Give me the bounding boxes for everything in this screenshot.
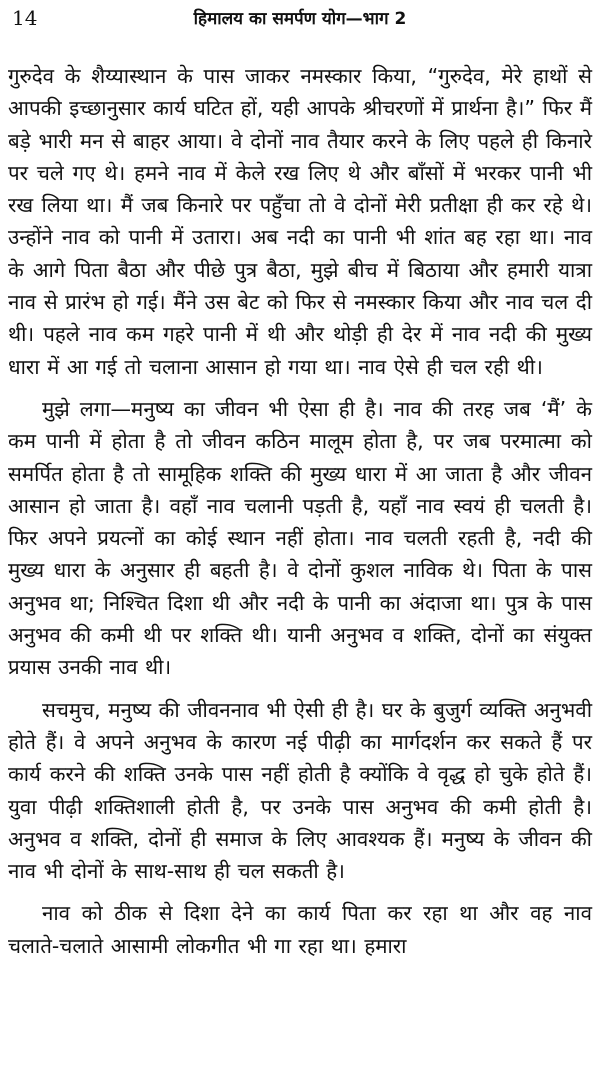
paragraph-4: नाव को ठीक से दिशा देने का कार्य पिता कर रहा था और वह नाव चलाते-चलाते आसामी लोकगीत भी गा रहा था। हमारा xyxy=(8,901,592,958)
page-number: 14 xyxy=(12,6,38,30)
body-text xyxy=(8,60,592,962)
page-header xyxy=(0,0,600,40)
paragraph-3: सचमुच, मनुष्य की जीवननाव भी ऐसी ही है। घर के बुजुर्ग व्यक्ति अनुभवी होते हैं। वे अपने अनुभव के कारण नई पीढ़ी का मार्गदर्शन कर सकते हैं पर कार्य करने की शक्ति उनके पास नहीं होती है क्योंकि वे वृद्ध हो चुके होते हैं। युवा पीढ़ी शक्तिशाली होती है, पर उनके पास अनुभव की कमी होती है। अनुभव व शक्ति, दोनों ही समाज के लिए आवश्यक हैं। मनुष्य के जीवन की नाव भी दोनों के साथ-साथ ही चल सकती है। xyxy=(8,697,592,884)
running-title: हिमालय का समर्पण योग—भाग 2 xyxy=(193,9,407,29)
paragraph-1: गुरुदेव के शैय्यास्थान के पास जाकर नमस्कार किया, “गुरुदेव, मेरे हाथों से आपकी इच्छानुसार कार्य घटित हों, यही आपके श्रीचरणों में प्रार्थना है।” फिर मैं बड़े भारी मन से बाहर आया। वे दोनों नाव तैयार करने के लिए पहले ही किनारे पर चले गए थे। हमने नाव में केले रख लिए थे और बाँसों में भरकर पानी भी रख लिया था। मैं जब किनारे पर पहुँचा तो वे दोनों मेरी प्रतीक्षा ही कर रहे थे। उन्होंने नाव को पानी में उतारा। अब नदी का पानी भी शांत बह रहा था। नाव के आगे पिता बैठा और पीछे पुत्र बैठा, मुझे बीच में बिठाया और हमारी यात्रा नाव से प्रारंभ हो गई। मैंने उस बेट को फिर से नमस्कार किया और नाव चल दी थी। पहले नाव कम गहरे पानी में थी और थोड़ी ही देर में नाव नदी की मुख्य धारा में आ गई तो चलाना आसान हो गया था। नाव ऐसे ही चल रही थी। xyxy=(8,64,592,379)
paragraph-2: मुझे लगा—मनुष्य का जीवन भी ऐसा ही है। नाव की तरह जब ‘मैं’ के कम पानी में होता है तो जीवन कठिन मालूम होता है, पर जब परमात्मा को समर्पित होता है तो सामूहिक शक्ति की मुख्य धारा में आ जाता है और जीवन आसान हो जाता है। वहाँ नाव चलानी पड़ती है, यहाँ नाव स्वयं ही चलती है। फिर अपने प्रयत्नों का कोई स्थान नहीं होता। नाव चलती रहती है, नदी की मुख्य धारा के अनुसार ही बहती है। वे दोनों कुशल नाविक थे। पिता के पास अनुभव था; निश्चित दिशा थी और नदी के पानी का अंदाजा था। पुत्र के पास अनुभव की कमी थी पर शक्ति थी। यानी अनुभव व शक्ति, दोनों का संयुक्त प्रयास उनकी नाव थी। xyxy=(8,396,592,680)
